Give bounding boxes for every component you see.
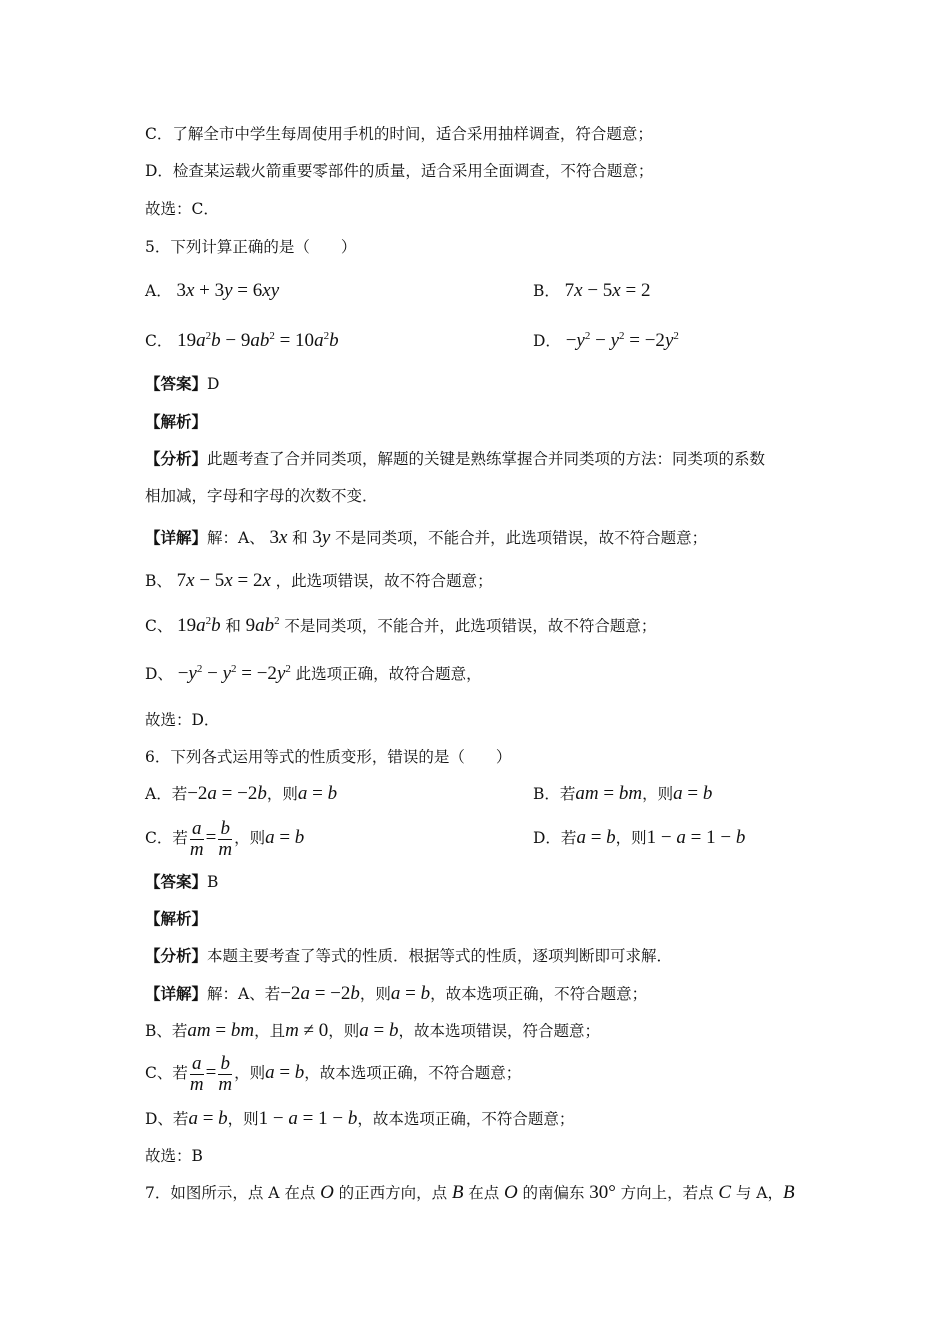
- answer-6: 【答案】B: [145, 872, 219, 891]
- answer-choice-6: 故选：B: [145, 1147, 203, 1165]
- analysis-5-text-cont: 相加减，字母和字母的次数不变．: [145, 487, 378, 505]
- option-c-explanation: C．了解全市中学生每周使用手机的时间，适合采用抽样调查，符合题意；: [145, 125, 653, 143]
- q5-option-c: C． $19a^2b - 9ab^2 = 10a^2b$: [145, 330, 339, 351]
- detail-5-d: D、 $-y^2 - y^2 = -2y^2$ 此选项正确，故符合题意，: [145, 663, 482, 684]
- answer-5: 【答案】D: [145, 374, 220, 393]
- analysis-5-heading: 【解析】: [145, 412, 208, 431]
- detail-6-c: C、若 $\frac{a}{m}$ = $\frac{b}{m}$ ，则a = b，故本选项正确，不符合题意；: [145, 1052, 522, 1095]
- answer-choice-4: 故选：C．: [145, 200, 219, 218]
- detail-5-b: B、 7x − 5x = 2x ，此选项错误，故不符合题意；: [145, 570, 493, 591]
- detail-6-d: D、若a = b，则1 − a = 1 − b，故本选项正确，不符合题意；: [145, 1108, 575, 1129]
- q6-option-b: B．若am = bm，则a = b: [533, 783, 713, 804]
- analysis-6-heading: 【解析】: [145, 909, 208, 928]
- q5-option-d: D． $-y^2 - y^2 = -2y^2$: [533, 330, 679, 351]
- q6-option-a: A．若−2a = −2b，则a = b: [145, 783, 338, 804]
- question-5: 5．下列计算正确的是（ ）: [145, 238, 357, 256]
- q5-option-a: A． 3x + 3y = 6xy: [145, 280, 280, 301]
- analysis-6-text: 【分析】本题主要考查了等式的性质．根据等式的性质，逐项判断即可求解．: [145, 946, 673, 965]
- question-7: 7．如图所示，点 A 在点 O 的正西方向，点 B 在点 O 的南偏东 30° 方向上，若点 C 与 A，B: [145, 1182, 795, 1203]
- q6-option-d: D．若a = b，则1 − a = 1 − b: [533, 827, 746, 848]
- q5-option-b: B． 7x − 5x = 2: [533, 280, 651, 301]
- answer-choice-5: 故选：D．: [145, 711, 220, 729]
- detail-6-a: 【详解】解：A、若−2a = −2b，则a = b，故本选项正确，不符合题意；: [145, 983, 648, 1004]
- analysis-5-text: 【分析】此题考查了合并同类项，解题的关键是熟练掌握合并同类项的方法：同类项的系数: [145, 449, 766, 468]
- question-6: 6．下列各式运用等式的性质变形，错误的是（ ）: [145, 748, 512, 766]
- option-d-explanation: D．检查某运载火箭重要零部件的质量，适合采用全面调查，不符合题意；: [145, 162, 654, 180]
- q6-option-c: C．若 $\frac{a}{m}$ = $\frac{b}{m}$ ，则a = b: [145, 817, 305, 860]
- detail-5-a: 【详解】解：A、 3x 和 3y 不是同类项，不能合并，此选项错误，故不符合题意；: [145, 527, 708, 548]
- detail-5-c: C、 $19a^2b$ 和 $9ab^2$ 不是同类项，不能合并，此选项错误，故不符合题意；: [145, 615, 657, 636]
- detail-6-b: B、若am = bm，且m ≠ 0，则a = b，故本选项错误，符合题意；: [145, 1020, 601, 1041]
